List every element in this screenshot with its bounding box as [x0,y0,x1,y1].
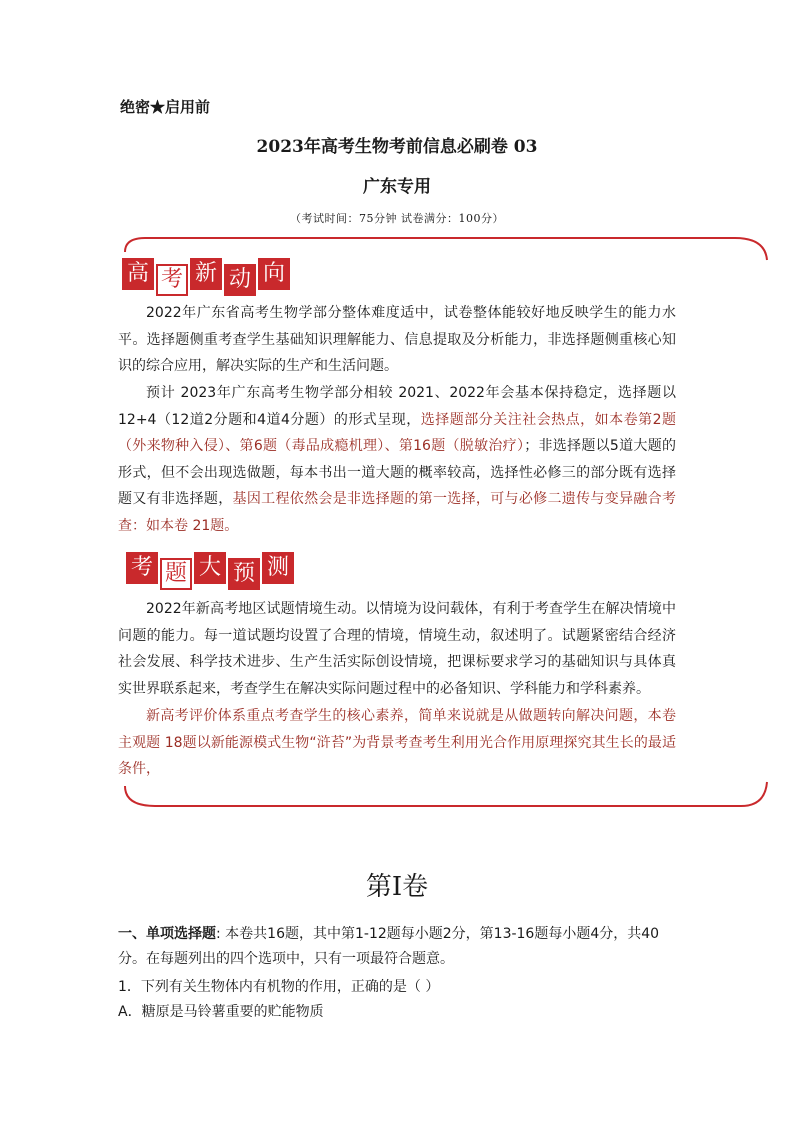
question-1: 1．下列有关生物体内有机物的作用，正确的是（ ） [118,979,440,995]
page-subtitle: 广东专用 [363,177,431,197]
banner-char: 向 [258,258,290,290]
trend-highlight: 选择题部分关注社会热点，如本卷第2题（外来物种入侵）、第6题（毒品成瘾机理）、第16题（脱敏治疗） [118,411,677,454]
section-heading-text: : 本卷共16题，其中第1-12题每小题2分，第13-16题每小题4分，共40分。在每题列出的四个选项中，只有一项最符合题意。 [118,926,660,967]
banner-char: 动 [224,264,256,296]
forecast-paragraph-2: 新高考评价体系重点考查学生的核心素养，简单来说就是从做题转向解决问题，本卷主观题 18题以新能源模式生物“浒苔”为背景考查考生利用光合作用原理探究其生长的最适条件， [118,708,676,777]
question-1-option-a: A．糖原是马铃薯重要的贮能物质 [118,1004,324,1020]
banner-char: 测 [262,552,294,584]
banner-char: 预 [228,558,260,590]
secret-label: 绝密★启用前 [120,98,211,116]
trend-highlight: 基因工程依然会是非选择题的第一选择，可与必修二遗传与变异融合考查：如本卷 21题。 [118,491,677,534]
banner-char: 题 [160,558,192,590]
trend-paragraph-1: 2022年广东省高考生物学部分整体难度适中，试卷整体能较好地反映学生的能力水平。选择题侧重考查学生基础知识理解能力、信息提取及分析能力，非选择题侧重核心知识的综合应用，解决实际的生产和生活问题。 [118,305,676,374]
trend-text: 预计 2023年广东高考生物学部分相较 2021、2022年会基本保持稳定，选择题以 12+4（12道2分题和4道4分题）的形式呈现， [118,385,676,428]
banner-char: 大 [194,552,226,584]
banner-char: 新 [190,258,222,290]
section-heading-label: 一、单项选择题 [118,926,216,942]
page-title: 2023年高考生物考前信息必刷卷 03 [256,137,538,157]
forecast-paragraph-1: 2022年新高考地区试题情境生动。以情境为设问载体，有利于考查学生在解决情境中问题的能力。每一道试题均设置了合理的情境，情境生动，叙述明了。试题紧密结合经济社会发展、科学技术进步、生产生活实际创设情境，把课标要求学习的基础知识与具体真实世界联系起来，考查学生在解决实际问题过程中的必备知识、学科能力和学科素养。 [118,601,676,697]
trend-paragraph-2 [118,380,676,539]
section-title: 第Ⅰ卷 [365,872,429,902]
forecast-banner [126,552,294,592]
banner-char: 考 [156,264,188,296]
trend-banner [122,258,290,298]
banner-char: 高 [122,258,154,290]
trend-text: ；非选择题以5道大题的形式，但不会出现选做题，每本书出一道大题的概率较高，选择性必修三的部分既有选择题又有非选择题， [118,438,676,507]
banner-char: 考 [126,552,158,584]
section-heading [118,922,678,972]
exam-info: （考试时间：75分钟 试卷满分：100分） [290,212,504,225]
